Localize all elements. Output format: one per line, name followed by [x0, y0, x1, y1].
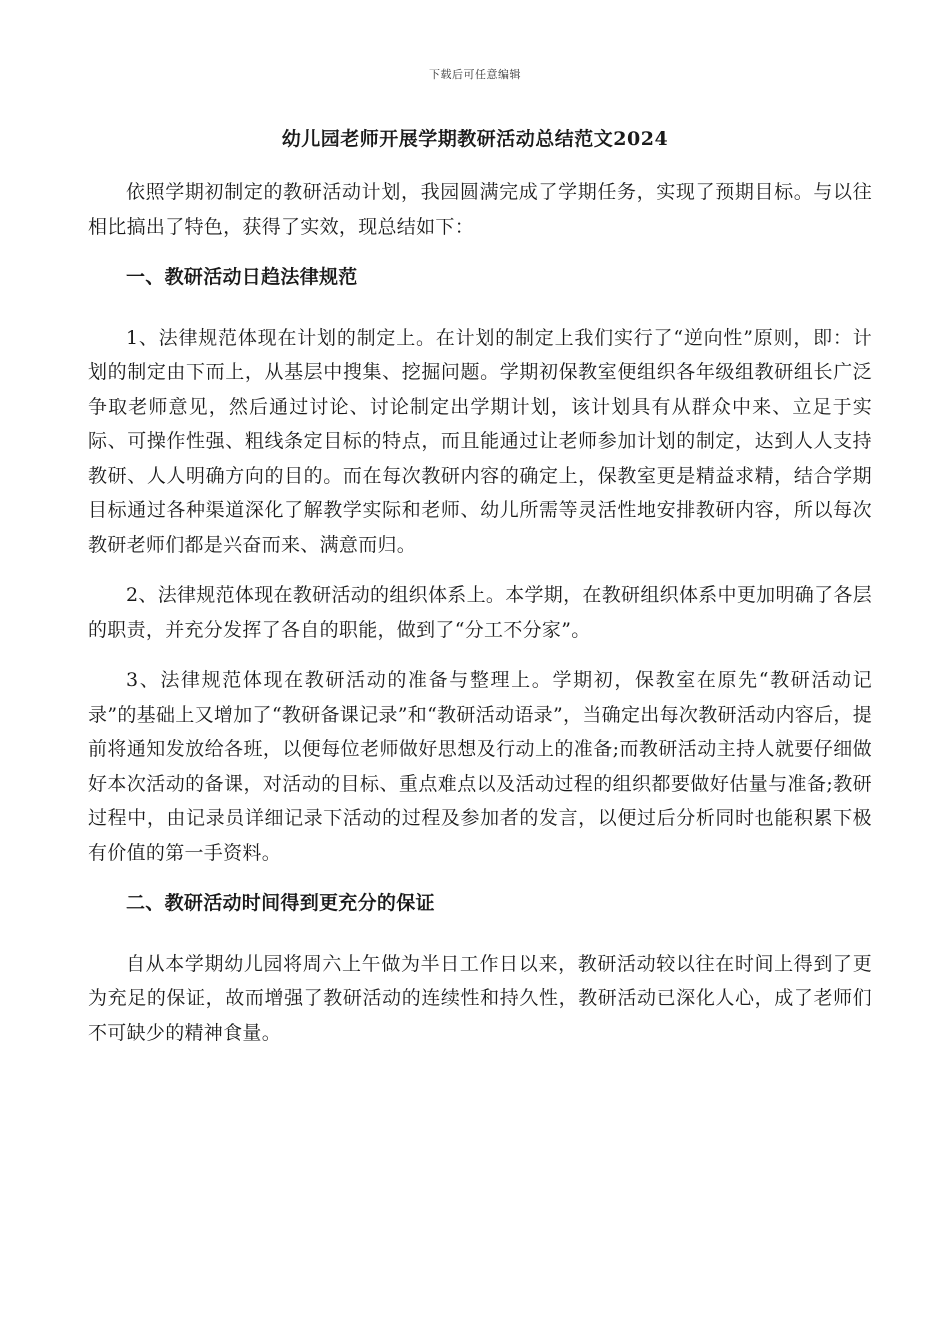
- section-heading-1: 一、教研活动日趋法律规范: [126, 266, 358, 288]
- section1-paragraph-1: 1、法律规范体现在计划的制定上。在计划的制定上我们实行了“逆向性”原则，即：计划的制定由下而上，从基层中搜集、挖掘问题。学期初保教室便组织各年级组教研组长广泛争取老师意见，然后通过讨论、讨论制定出学期计划，该计划具有从群众中来、立足于实际、可操作性强、粗线条定目标的特点，而且能通过让老师参加计划的制定，达到人人支持教研、人人明确方向的目的。而在每次教研内容的确定上，保教室更是精益求精，结合学期目标通过各种渠道深化了解教学实际和老师、幼儿所需等灵活性地安排教研内容，所以每次教研老师们都是兴奋而来、满意而归。: [88, 326, 872, 556]
- document-body: [88, 175, 872, 1066]
- header-note: 下载后可任意编辑: [429, 68, 521, 81]
- section1-paragraph-2: 2、法律规范体现在教研活动的组织体系上。本学期，在教研组织体系中更加明确了各层的职责，并充分发挥了各自的职能，做到了“分工不分家”。: [88, 584, 872, 641]
- section1-paragraph-3: 3、法律规范体现在教研活动的准备与整理上。学期初，保教室在原先“教研活动记录”的基础上又增加了“教研备课记录”和“教研活动语录”，当确定出每次教研活动内容后，提前将通知发放给各班，以便每位老师做好思想及行动上的准备;而教研活动主持人就要仔细做好本次活动的备课，对活动的目标、重点难点以及活动过程的组织都要做好估量与准备;教研过程中，由记录员详细记录下活动的过程及参加者的发言，以便过后分析同时也能积累下极有价值的第一手资料。: [88, 669, 872, 864]
- intro-paragraph: 依照学期初制定的教研活动计划，我园圆满完成了学期任务，实现了预期目标。与以往相比搞出了特色，获得了实效，现总结如下：: [88, 181, 872, 238]
- section-heading-2: 二、教研活动时间得到更充分的保证: [126, 892, 435, 914]
- section2-paragraph-1: 自从本学期幼儿园将周六上午做为半日工作日以来，教研活动较以往在时间上得到了更为充足的保证，故而增强了教研活动的连续性和持久性，教研活动已深化人心，成了老师们不可缺少的精神食量。: [88, 952, 872, 1044]
- document-title: 幼儿园老师开展学期教研活动总结范文2024: [281, 128, 669, 150]
